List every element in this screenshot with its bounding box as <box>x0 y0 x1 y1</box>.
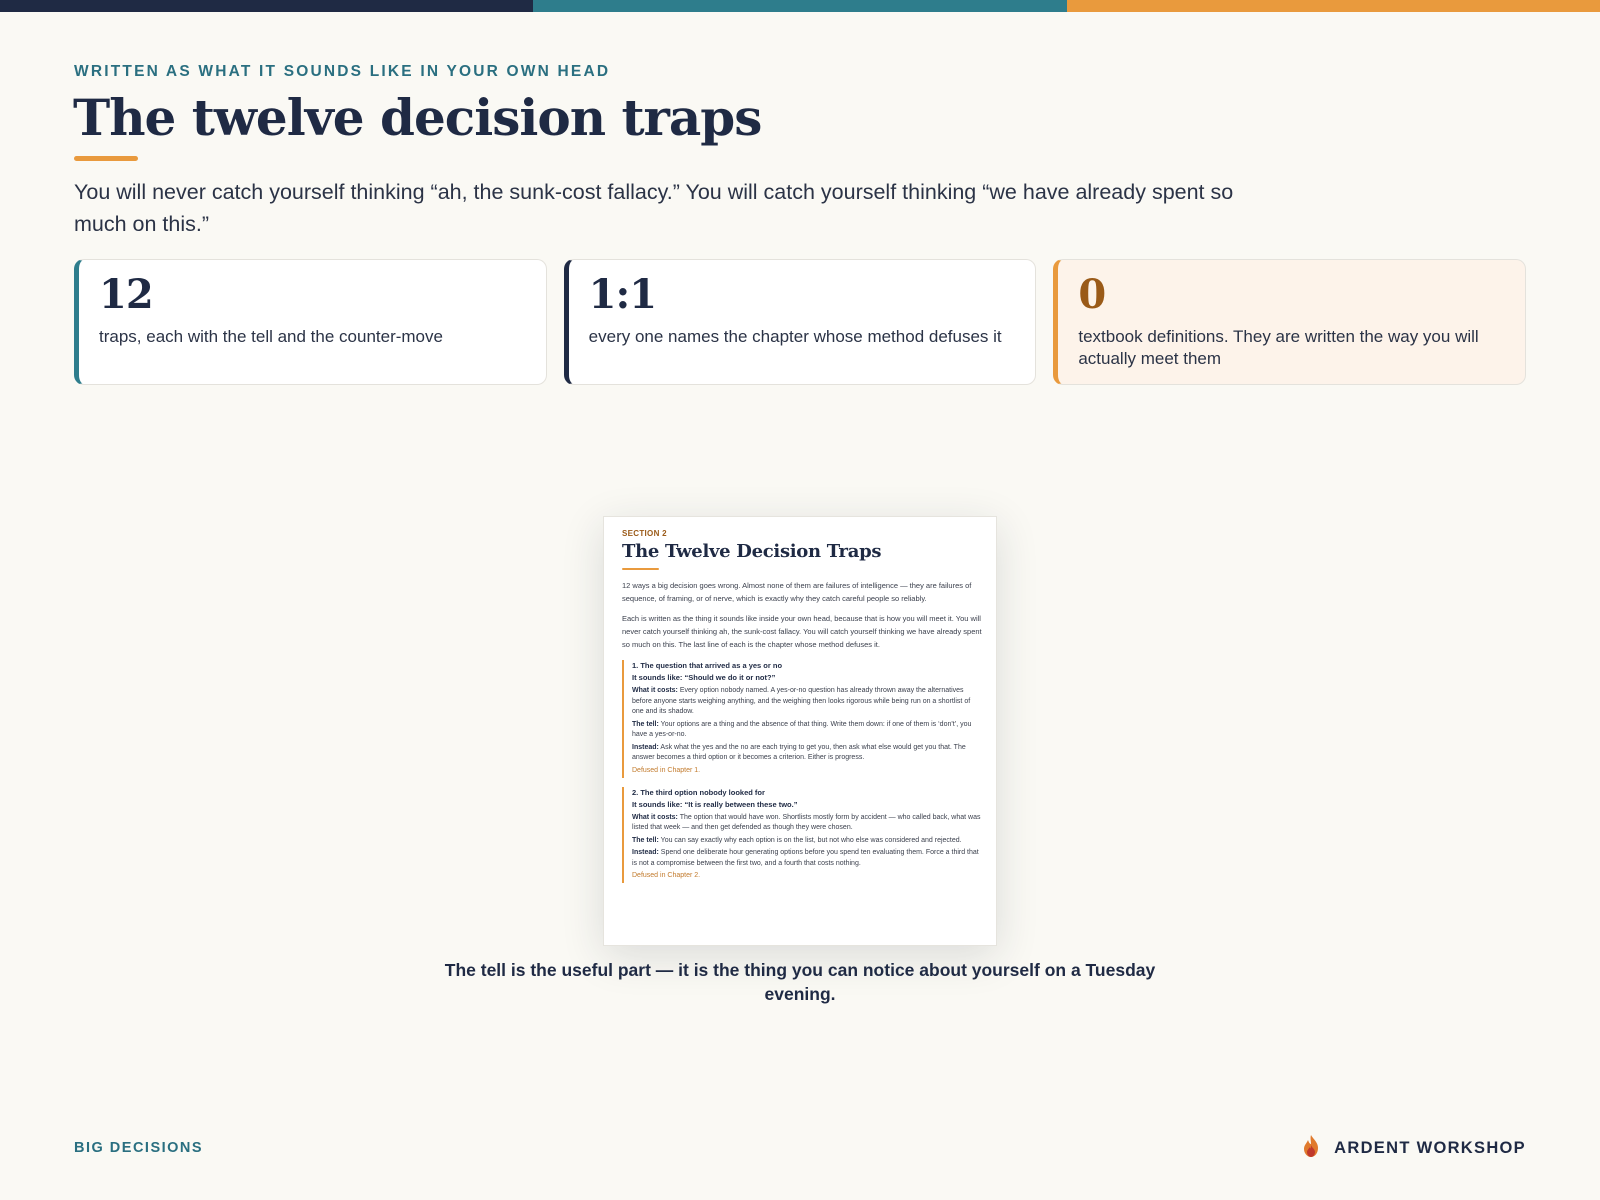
doc-title-underline <box>622 568 659 570</box>
caption: The tell is the useful part — it is the thing you can notice about yourself on a Tuesday evening. <box>444 960 1156 1004</box>
document-preview <box>603 516 997 946</box>
trap-tell-text: You can say exactly why each option is on the list, but not who else was considered and rejected. <box>660 836 962 844</box>
trap-entry <box>622 660 982 778</box>
title-underline <box>74 156 138 161</box>
trap-instead-label: Instead: <box>632 849 659 856</box>
top-color-bar <box>0 0 1600 12</box>
top-bar-navy-segment <box>0 0 533 12</box>
trap-costs-text: The option that would have won. Shortlists mostly form by accident — who called back, what was listed that week — and then get defended as though they were chosen. <box>632 813 981 831</box>
trap-sounds-like: It sounds like: “Should we do it or not?” <box>632 673 776 682</box>
stat-description: every one names the chapter whose method defuses it <box>588 327 1002 346</box>
footer-brand <box>1300 1134 1526 1163</box>
trap-instead <box>632 743 982 764</box>
doc-title: The Twelve Decision Traps <box>622 541 882 562</box>
flame-icon <box>1300 1134 1322 1163</box>
stat-cards <box>74 259 1526 385</box>
trap-tell-text: Your options are a thing and the absence of that thing. Write them down: if one of them is ‘don't’, you have a yes-or-no. <box>632 720 972 738</box>
doc-paragraph: Each is written as the thing it sounds like inside your own head, because that is how you will meet it. You will never catch yourself thinking ah, the sunk-cost fallacy. You will catch yourself thinking we have already spent so much on this. The last line of each is the chapter whose method defuses it. <box>622 614 982 649</box>
trap-sounds-like: It sounds like: “It is really between these two.” <box>632 799 798 809</box>
stat-number: 0 <box>1078 271 1106 318</box>
stat-description: traps, each with the tell and the counter-move <box>99 327 443 346</box>
trap-costs <box>632 686 982 718</box>
trap-defused-chapter: Defused in Chapter 2. <box>632 872 701 879</box>
trap-instead-text: Ask what the yes and the no are each trying to get you, then ask what else would get you that. The answer becomes a third option or it becomes a criterion. Either is progress. <box>632 743 966 761</box>
trap-costs-text: Every option nobody named. A yes-or-no question has already thrown away the alternatives before anyone starts weighing anything, and the weighing then looks rigorous while being run on a shortlist of one and its shadow. <box>632 687 971 715</box>
trap-instead <box>632 848 982 869</box>
trap-costs-label: What it costs: <box>632 813 678 821</box>
doc-section-label: SECTION 2 <box>622 529 667 538</box>
stat-number: 12 <box>99 271 153 318</box>
trap-defused-chapter: Defused in Chapter 1. <box>632 766 701 774</box>
trap-costs-label: What it costs: <box>632 687 678 694</box>
trap-instead-label: Instead: <box>632 743 659 751</box>
doc-paragraph: 12 ways a big decision goes wrong. Almost none of them are failures of intelligence — they are failures of sequence, of framing, or of nerve, which is exactly why they catch careful people so reliably. <box>622 581 972 603</box>
trap-entry <box>622 787 982 884</box>
stat-card-definitions <box>1053 259 1526 385</box>
eyebrow: WRITTEN AS WHAT IT SOUNDS LIKE IN YOUR OWN HEAD <box>74 63 611 80</box>
trap-instead-text: Spend one deliberate hour generating options before you spend ten evaluating them. Force a third that is not a compromise between the first two, and a fourth that costs nothing. <box>632 849 979 867</box>
stat-number: 1:1 <box>588 271 657 318</box>
stat-card-traps <box>74 259 547 385</box>
trap-tell <box>632 720 982 741</box>
trap-tell-label: The tell: <box>632 720 659 728</box>
footer-series-label: BIG DECISIONS <box>74 1140 204 1156</box>
trap-tell <box>632 836 982 847</box>
stat-card-ratio <box>564 259 1037 385</box>
brand-name: ARDENT WORKSHOP <box>1334 1139 1526 1157</box>
intro-text: You will never catch yourself thinking “ah, the sunk-cost fallacy.” You will catch yourself thinking “we have already spent so much on this.” <box>74 180 1234 236</box>
page-title: The twelve decision traps <box>73 88 762 147</box>
trap-tell-label: The tell: <box>632 836 659 844</box>
trap-costs <box>632 813 982 834</box>
stat-description: textbook definitions. They are written the way you will actually meet them <box>1078 327 1479 368</box>
top-bar-teal-segment <box>533 0 1066 12</box>
trap-heading: 1. The question that arrived as a yes or no <box>632 661 783 670</box>
trap-heading: 2. The third option nobody looked for <box>632 787 765 797</box>
top-bar-amber-segment <box>1067 0 1600 12</box>
